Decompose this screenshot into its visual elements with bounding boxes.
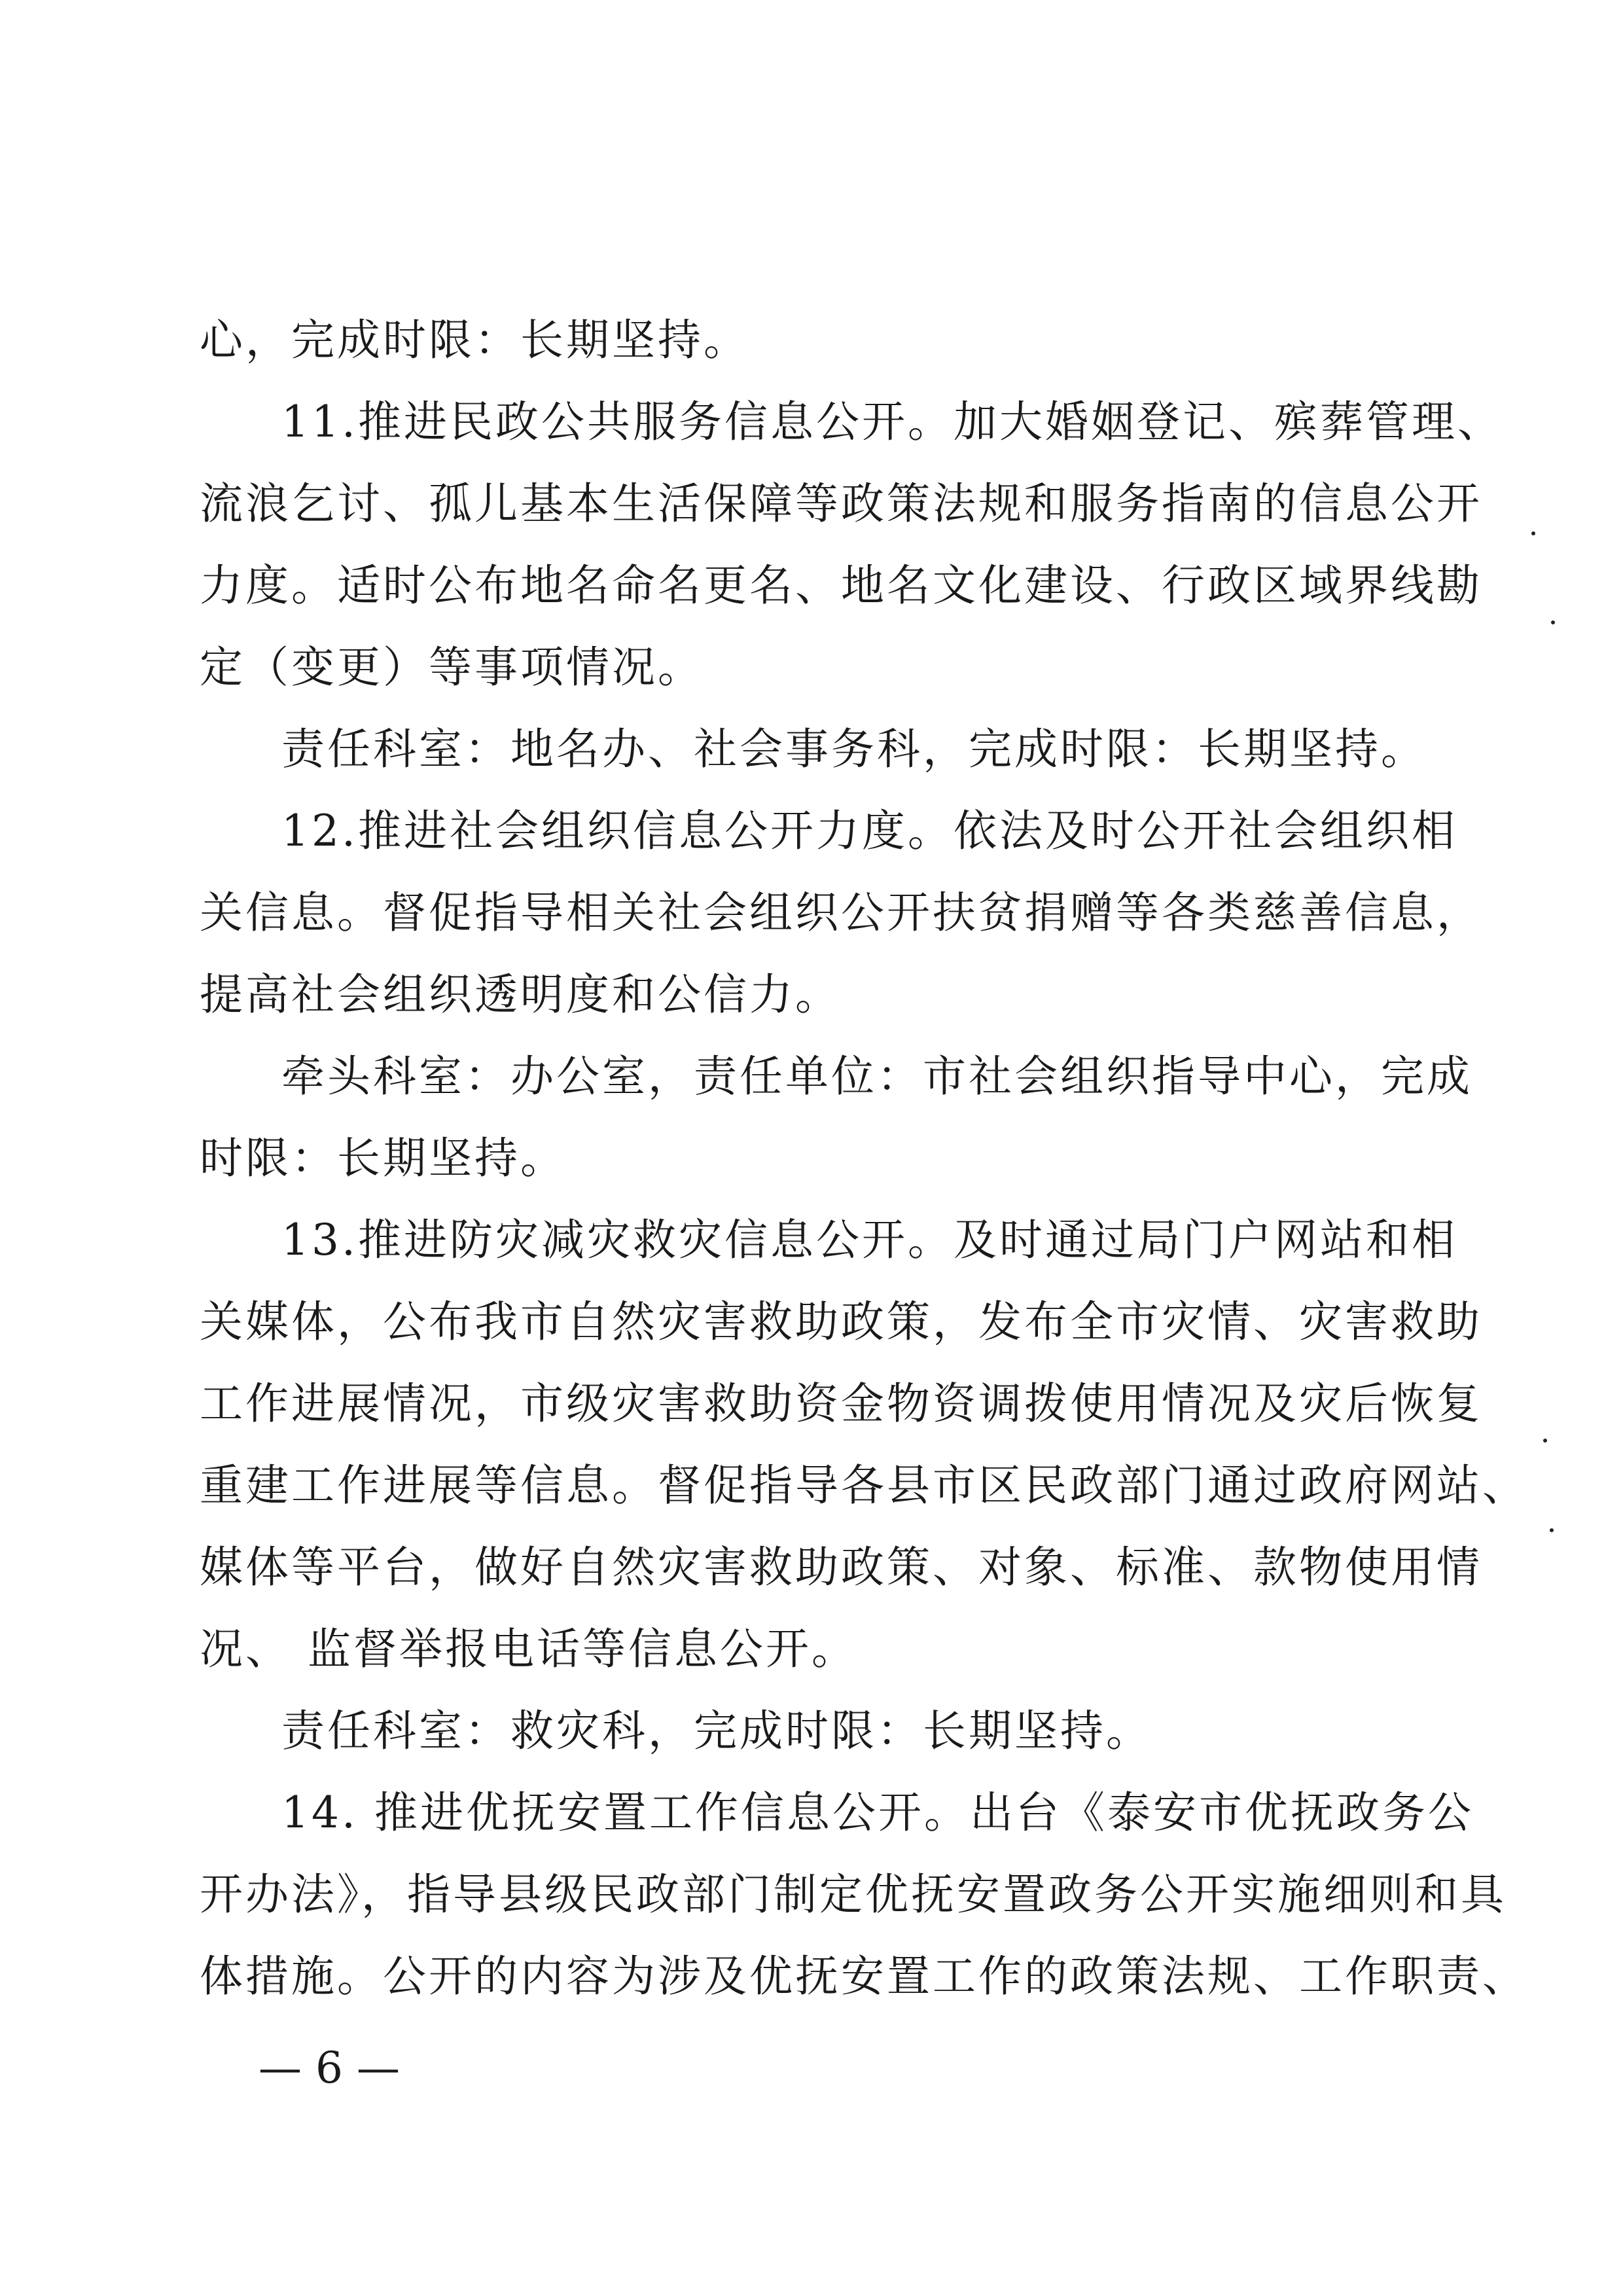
paragraph-line: 况、 监督举报电话等信息公开。 [200,1624,857,1674]
paragraph-line: 力度。适时公布地名命名更名、地名文化建设、行政区域界线勘 [200,560,1482,611]
paragraph-line: 媒体等平台，做好自然灾害救助政策、对象、标准、款物使用情 [200,1542,1482,1592]
paragraph-line: 关媒体，公布我市自然灾害救助政策，发布全市灾情、灾害救助 [200,1297,1482,1347]
scan-speck [1543,1439,1547,1443]
paragraph-line: 14. 推进优抚安置工作信息公开。出台《泰安市优抚政务公 [281,1787,1474,1838]
paragraph-line: 责任科室：救灾科，完成时限：长期坚持。 [281,1706,1152,1756]
paragraph-line: 开办法》，指导县级民政部门制定优抚安置政务公开实施细则和具 [200,1869,1507,1920]
paragraph-line: 定（变更）等事项情况。 [200,642,704,692]
paragraph-line: 责任科室：地名办、社会事务科，完成时限：长期坚持。 [281,724,1427,774]
paragraph-line: 11.推进民政公共服务信息公开。加大婚姻登记、殡葬管理、 [281,397,1503,447]
paragraph-line: 牵头科室：办公室，责任单位：市社会组织指导中心，完成 [281,1051,1472,1102]
paragraph-line: 13.推进防灾减灾救灾信息公开。及时通过局门户网站和相 [281,1215,1457,1265]
paragraph-line: 关信息。督促指导相关社会组织公开扶贫捐赠等各类慈善信息， [200,888,1482,938]
paragraph-line: 提高社会组织透明度和公信力。 [200,969,841,1020]
scan-speck [1550,1528,1554,1532]
paragraph-line: 12.推进社会组织信息公开力度。依法及时公开社会组织相 [281,806,1457,856]
paragraph-line: 重建工作进展等信息。督促指导各县市区民政部门通过政府网站、 [200,1460,1528,1511]
scan-speck [1551,620,1555,624]
paragraph-line: 体措施。公开的内容为涉及优抚安置工作的政策法规、工作职责、 [200,1951,1528,2001]
scan-speck [1531,531,1535,535]
paragraph-line: 工作进展情况，市级灾害救助资金物资调拨使用情况及灾后恢复 [200,1378,1482,1429]
paragraph-line: 心，完成时限：长期坚持。 [200,315,749,365]
paragraph-line: 流浪乞讨、孤儿基本生活保障等政策法规和服务指南的信息公开 [200,478,1482,529]
paragraph-line: 时限：长期坚持。 [200,1133,566,1183]
